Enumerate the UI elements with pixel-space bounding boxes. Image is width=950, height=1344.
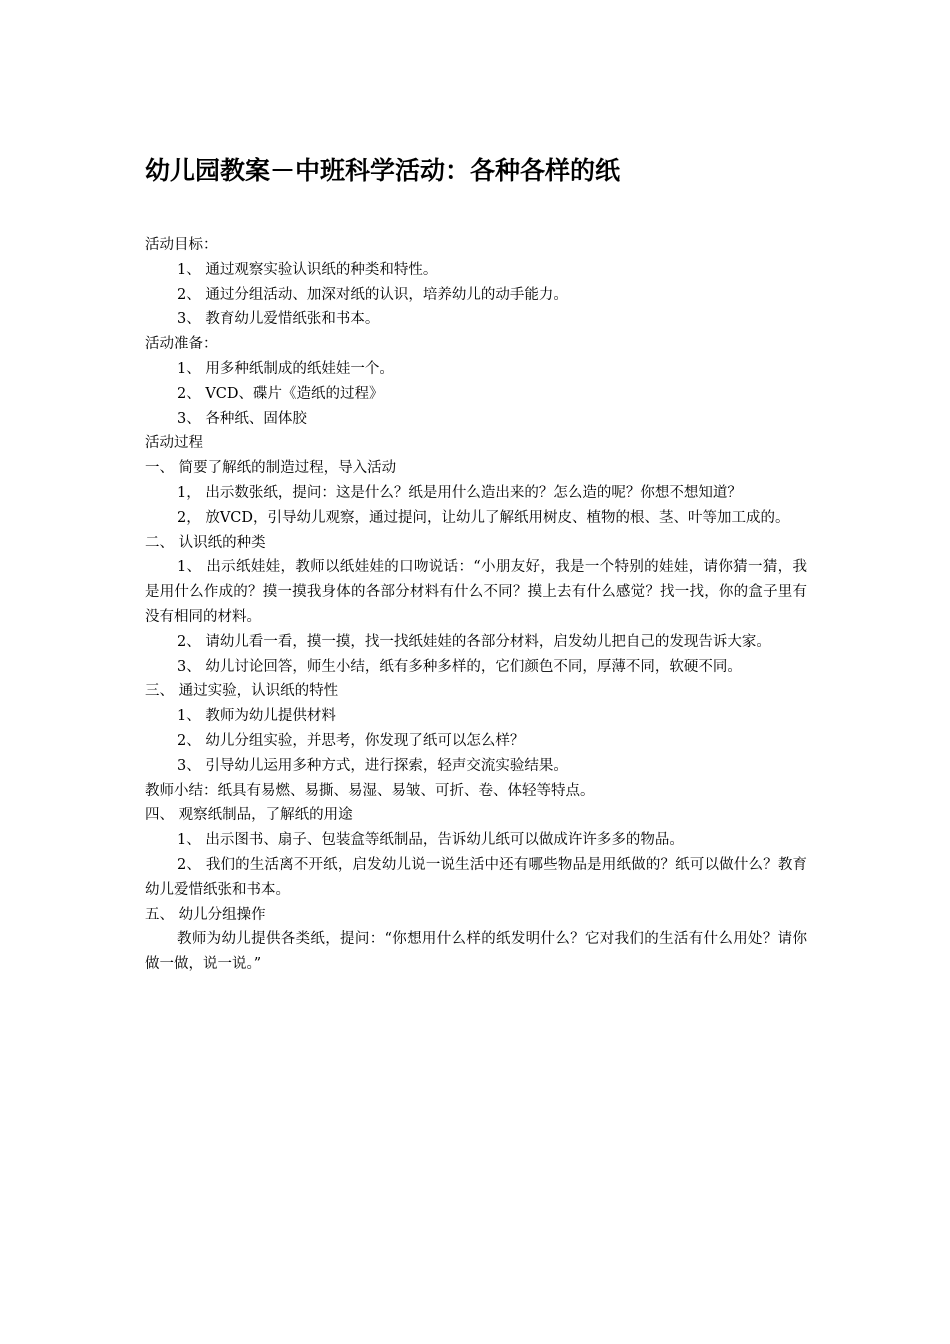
list-item: 1、 通过观察实验认识纸的种类和特性。 xyxy=(177,261,438,278)
section-heading: 一、 简要了解纸的制造过程，导入活动 xyxy=(145,460,397,477)
document-title: 幼儿园教案－中班科学活动：各种各样的纸 xyxy=(145,156,621,185)
list-item: 2、 幼儿分组实验，并思考，你发现了纸可以怎么样？ xyxy=(177,732,525,749)
section-heading: 活动过程 xyxy=(145,435,203,452)
paragraph: 教师为幼儿提供各类纸，提问：“你想用什么样的纸发明什么？它对我们的生活有什么用处？请你做一做，说一说。” xyxy=(145,931,807,973)
paragraph: 2、 我们的生活离不开纸，启发幼儿说一说生活中还有哪些物品是用纸做的？纸可以做什么？教育幼儿爱惜纸张和书本。 xyxy=(145,856,807,898)
paragraph: 2、 请幼儿看一看，摸一摸，找一找纸娃娃的各部分材料，启发幼儿把自己的发现告诉大家。 xyxy=(177,633,771,650)
section-heading: 三、 通过实验，认识纸的特性 xyxy=(145,683,339,700)
paragraph: 3、 幼儿讨论回答，师生小结，纸有多种多样的，它们颜色不同，厚薄不同，软硬不同。 xyxy=(177,658,742,675)
paragraph: 1、 出示纸娃娃，教师以纸娃娃的口吻说话：“小朋友好，我是一个特别的娃娃，请你猜一猜，我是用什么作成的？摸一摸我身体的各部分材料有什么不同？摸上去有什么感觉？找一找，你的盒子里有没有相同的材料。 xyxy=(145,559,807,625)
section-heading: 四、 观察纸制品，了解纸的用途 xyxy=(145,807,353,824)
paragraph: 2， 放VCD，引导幼儿观察，通过提问，让幼儿了解纸用树皮、植物的根、茎、叶等加工成的。 xyxy=(177,509,790,526)
section-heading: 五、 幼儿分组操作 xyxy=(145,906,266,923)
section-heading: 活动目标： xyxy=(145,237,218,253)
paragraph: 1， 出示数张纸，提问：这是什么？纸是用什么造出来的？怎么造的呢？你想不想知道？ xyxy=(177,484,742,501)
section-heading: 二、 认识纸的种类 xyxy=(145,534,266,551)
list-item: 1、 用多种纸制成的纸娃娃一个。 xyxy=(177,360,394,377)
list-item: 2、 通过分组活动、加深对纸的认识，培养幼儿的动手能力。 xyxy=(177,286,568,303)
list-item: 1、 出示图书、扇子、包装盒等纸制品，告诉幼儿纸可以做成许许多多的物品。 xyxy=(177,832,684,849)
section-heading: 活动准备： xyxy=(145,336,218,353)
list-item: 1、 教师为幼儿提供材料 xyxy=(177,708,336,725)
document-body xyxy=(145,233,807,977)
list-item: 2、 VCD、碟片《造纸的过程》 xyxy=(177,385,384,402)
list-item: 3、 各种纸、固体胶 xyxy=(177,410,307,427)
list-item: 3、 教育幼儿爱惜纸张和书本。 xyxy=(177,311,380,328)
section-heading: 教师小结：纸具有易燃、易撕、易湿、易皱、可折、卷、体轻等特点。 xyxy=(145,782,595,799)
list-item: 3、 引导幼儿运用多种方式，进行探索，轻声交流实验结果。 xyxy=(177,757,568,774)
